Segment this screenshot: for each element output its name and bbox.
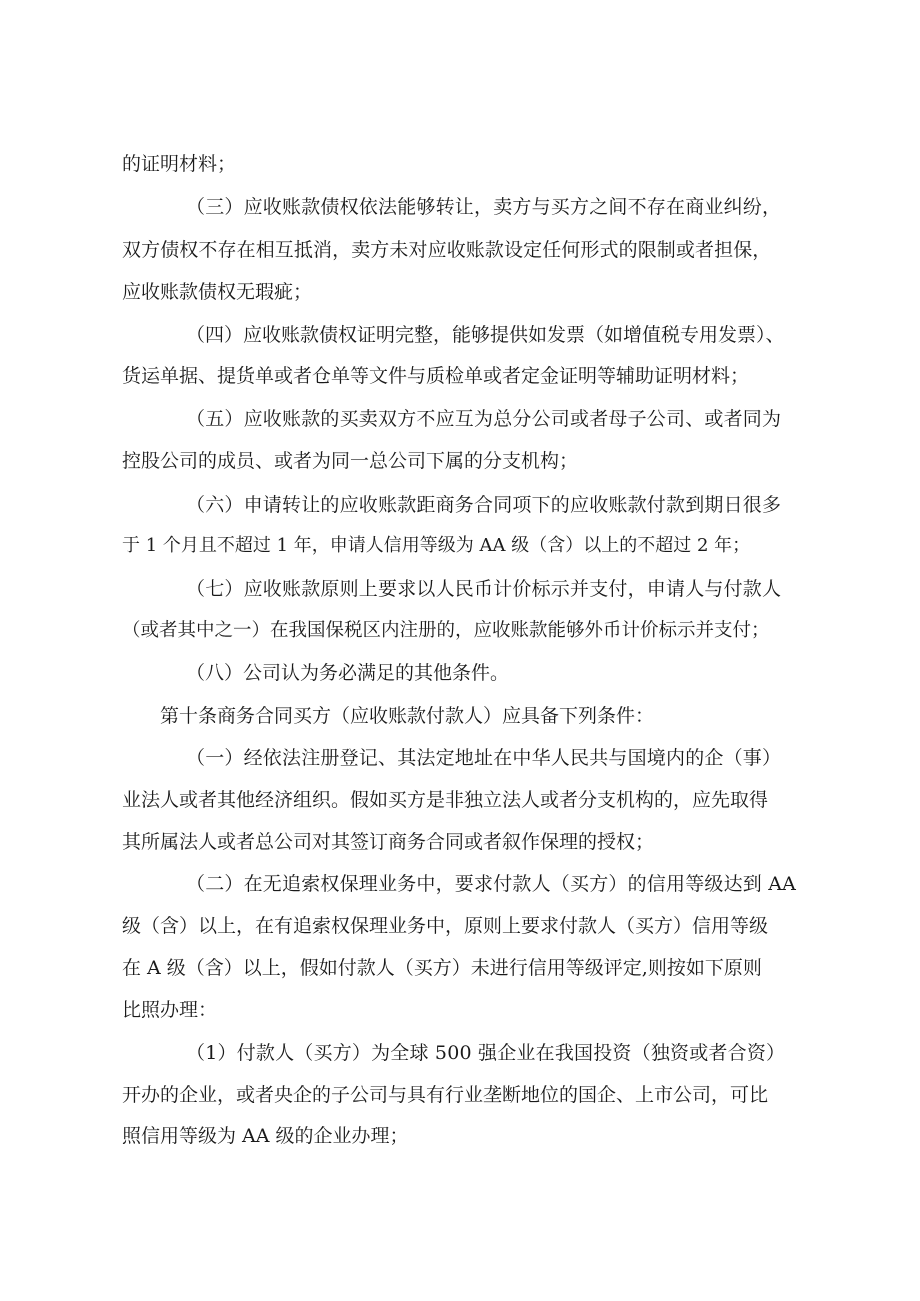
text-line-15: （一）经依法注册登记、其法定地址在中华人民共与国境内的企（事） bbox=[186, 747, 782, 769]
text-line-2: （三）应收账款债权依法能够转让，卖方与买方之间不存在商业纠纷， bbox=[186, 196, 782, 218]
text-line-22: （1）付款人（买方）为全球 500 强企业在我国投资（独资或者合资） bbox=[186, 1042, 786, 1064]
text-line-9: （六）申请转让的应收账款距商务合同项下的应收账款付款到期日很多 bbox=[186, 494, 782, 516]
text-line-3: 双方债权不存在相互抵消，卖方未对应收账款设定任何形式的限制或者担保， bbox=[122, 239, 772, 261]
text-line-11: （七）应收账款原则上要求以人民币计价标示并支付，申请人与付款人 bbox=[186, 578, 782, 600]
text-line-18: （二）在无追索权保理业务中，要求付款人（买方）的信用等级达到 AA bbox=[186, 873, 797, 895]
text-line-12: （或者其中之一）在我国保税区内注册的，应收账款能够外币计价标示并支付； bbox=[122, 620, 770, 641]
text-line-19: 级（含）以上，在有追索权保理业务中，原则上要求付款人（买方）信用等级 bbox=[122, 915, 769, 937]
text-line-8: 控股公司的成员、或者为同一总公司下属的分支机构； bbox=[122, 450, 579, 472]
text-line-16: 业法人或者其他经济组织。假如买方是非独立法人或者分支机构的，应先取得 bbox=[122, 789, 769, 811]
text-line-21: 比照办理： bbox=[122, 999, 218, 1021]
text-line-6: 货运单据、提货单或者仓单等文件与质检单或者定金证明等辅助证明材料； bbox=[122, 365, 750, 387]
text-line-1: 的证明材料； bbox=[122, 153, 237, 175]
text-line-7: （五）应收账款的买卖双方不应互为总分公司或者母子公司、或者同为 bbox=[186, 408, 782, 430]
text-line-14: 第十条商务合同买方（应收账款付款人）应具备下列条件： bbox=[160, 705, 655, 727]
text-line-24: 照信用等级为 AA 级的企业办理； bbox=[122, 1125, 409, 1147]
text-line-13: （八）公司认为务必满足的其他条件。 bbox=[186, 662, 510, 684]
text-line-10: 于 1 个月且不超过 1 年，申请人信用等级为 AA 级（含）以上的不超过 2 年； bbox=[122, 535, 751, 556]
text-line-20: 在 A 级（含）以上，假如付款人（买方）未进行信用等级评定,则按如下原则 bbox=[122, 957, 762, 979]
text-line-23: 开办的企业，或者央企的子公司与具有行业垄断地位的国企、上市公司，可比 bbox=[122, 1084, 769, 1106]
text-line-5: （四）应收账款债权证明完整，能够提供如发票（如增值税专用发票）、 bbox=[186, 324, 785, 346]
text-line-4: 应收账款债权无瑕疵； bbox=[122, 281, 313, 303]
text-line-17: 其所属法人或者总公司对其签订商务合同或者叙作保理的授权； bbox=[122, 831, 655, 853]
